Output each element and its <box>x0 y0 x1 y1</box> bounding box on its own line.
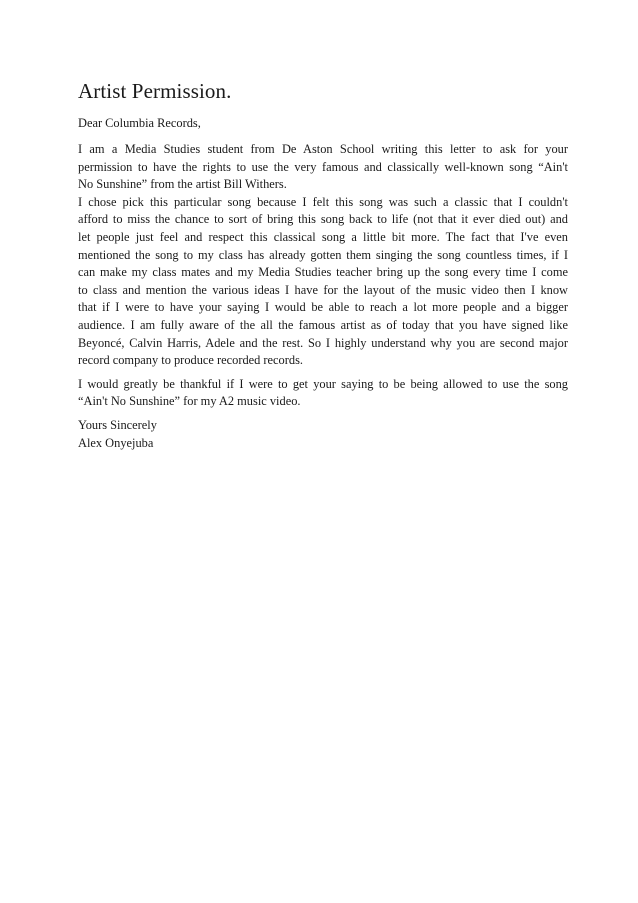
closing-phrase: Yours Sincerely <box>78 417 157 432</box>
paragraph-line: let people just feel and respect this classical song a little bit more. The fact that I've even <box>78 229 568 244</box>
paragraph-line: mentioned the song to my class has already gotten them singing the song countless times, if I <box>78 247 568 262</box>
paragraph-request <box>78 376 568 411</box>
paragraph-line: record company to produce recorded records. <box>78 353 303 368</box>
paragraph-line: can make my class mates and my Media Studies teacher bring up the song every time I come <box>78 265 568 280</box>
paragraph-line: to class and mention the various ideas I have for the layout of the music video then I know <box>78 282 568 297</box>
paragraph-reasoning <box>78 194 568 370</box>
signature-name: Alex Onyejuba <box>78 435 154 450</box>
letter-greeting: Dear Columbia Records, <box>78 116 201 130</box>
paragraph-line: I would greatly be thankful if I were to get your saying to be being allowed to use the song <box>78 376 568 391</box>
paragraph-line: that if I were to have your saying I would be able to reach a lot more people and a bigger <box>78 300 568 315</box>
letter-page <box>78 78 568 452</box>
paragraph-introduction <box>78 141 568 194</box>
letter-title: Artist Permission. <box>78 79 232 103</box>
paragraph-line: afford to miss the chance to sort of bring this song back to life (not that it ever died out) and <box>78 212 568 227</box>
paragraph-line: I chose pick this particular song because I felt this song was such a classic that I couldn't <box>78 194 568 209</box>
paragraph-line: I am a Media Studies student from De Aston School writing this letter to ask for your <box>78 142 568 156</box>
letter-closing <box>78 417 568 452</box>
paragraph-line: audience. I am fully aware of the all the famous artist as of today that you have signed like <box>78 317 568 332</box>
paragraph-line: Beyoncé, Calvin Harris, Adele and the rest. So I highly understand why you are second major <box>78 335 568 350</box>
paragraph-line: “Ain't No Sunshine” for my A2 music video. <box>78 394 301 409</box>
paragraph-line: permission to have the rights to use the very famous and classically well-known song “Ain't <box>78 159 568 174</box>
paragraph-line: No Sunshine” from the artist Bill Withers. <box>78 177 287 192</box>
